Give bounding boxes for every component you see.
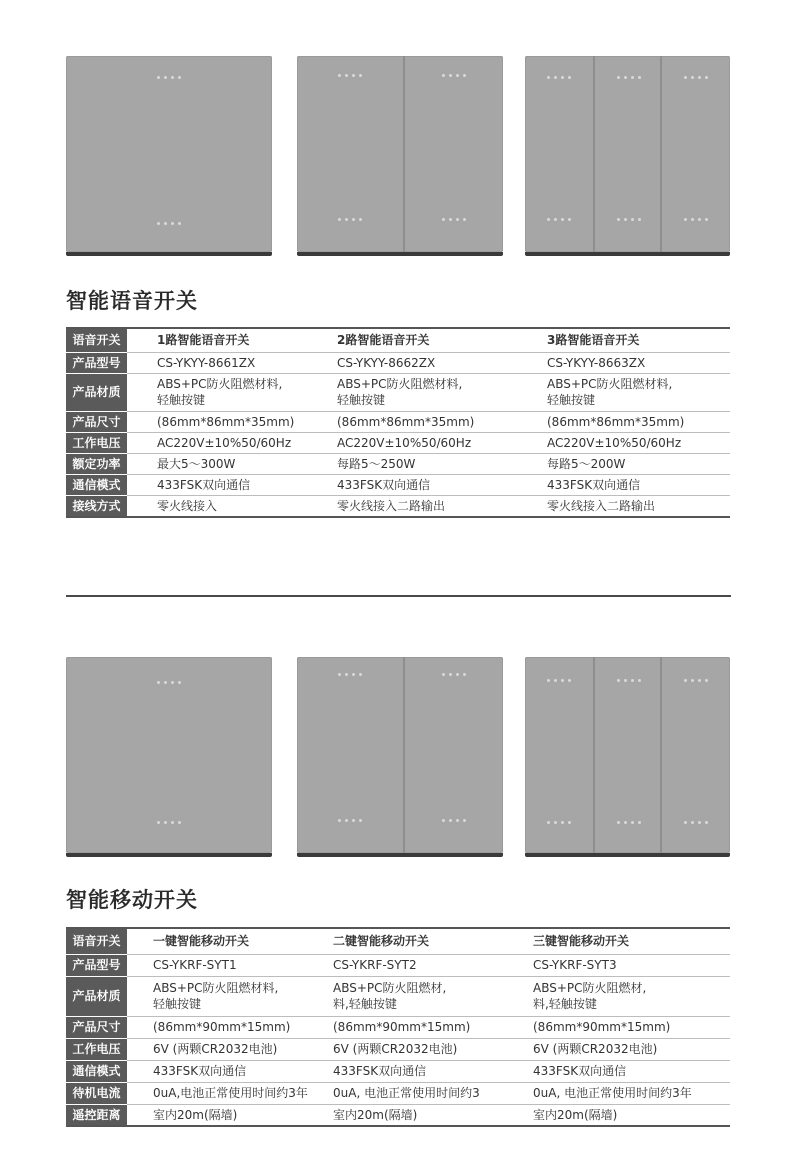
row-label: 产品型号	[66, 352, 127, 373]
cell: 室内20m(隔墙)	[533, 1104, 730, 1126]
cell: 6V (两颗CR2032电池)	[533, 1038, 730, 1060]
table-row	[66, 1104, 730, 1126]
table-row	[66, 411, 730, 432]
cell: (86mm*86mm*35mm)	[337, 411, 547, 432]
cell: AC220V±10%50/60Hz	[127, 432, 337, 453]
cell: 433FSK双向通信	[337, 474, 547, 495]
row-label: 产品型号	[66, 954, 127, 976]
cell: 零火线接入	[127, 495, 337, 517]
table-row	[66, 1082, 730, 1104]
mobile-switch-1-key-image	[66, 657, 272, 853]
cell: 0uA, 电池正常使用时间约3	[333, 1082, 533, 1104]
switch-2-gang-image	[297, 56, 503, 252]
mobile-switch-2-key-image	[297, 657, 503, 853]
table-row	[66, 373, 730, 411]
row-label: 工作电压	[66, 432, 127, 453]
table-row	[66, 954, 730, 976]
cell: (86mm*90mm*15mm)	[127, 1016, 333, 1038]
cell: (86mm*90mm*15mm)	[333, 1016, 533, 1038]
table-row	[66, 495, 730, 517]
cell: (86mm*86mm*35mm)	[127, 411, 337, 432]
cell: CS-YKRF-SYT1	[127, 954, 333, 976]
cell: 433FSK双向通信	[127, 474, 337, 495]
row-label: 语音开关	[66, 928, 127, 954]
switch-1-gang-image	[66, 56, 272, 252]
table-row	[66, 1038, 730, 1060]
cell: 室内20m(隔墙)	[127, 1104, 333, 1126]
cell: 零火线接入二路输出	[337, 495, 547, 517]
cell: AC220V±10%50/60Hz	[337, 432, 547, 453]
mobile-switch-3-key-image	[525, 657, 730, 853]
cell: 零火线接入二路输出	[547, 495, 730, 517]
cell: 0uA, 电池正常使用时间约3年	[533, 1082, 730, 1104]
table-row	[66, 474, 730, 495]
switch-3-gang-image	[525, 56, 730, 252]
table-row	[66, 1016, 730, 1038]
table-header-row	[66, 928, 730, 954]
cell: AC220V±10%50/60Hz	[547, 432, 730, 453]
table-row	[66, 976, 730, 1016]
cell: CS-YKYY-8662ZX	[337, 352, 547, 373]
row-label: 产品尺寸	[66, 1016, 127, 1038]
indicator-dots	[157, 222, 181, 225]
row-label: 通信模式	[66, 474, 127, 495]
table-row	[66, 352, 730, 373]
section-divider	[66, 595, 731, 597]
voice-switch-spec-table	[66, 327, 730, 518]
row-label: 通信模式	[66, 1060, 127, 1082]
table-header-row	[66, 328, 730, 352]
cell: 433FSK双向通信	[333, 1060, 533, 1082]
row-label: 待机电流	[66, 1082, 127, 1104]
cell: CS-YKRF-SYT2	[333, 954, 533, 976]
row-label: 接线方式	[66, 495, 127, 517]
cell: 室内20m(隔墙)	[333, 1104, 533, 1126]
cell: 433FSK双向通信	[127, 1060, 333, 1082]
cell: 每路5～250W	[337, 453, 547, 474]
row-label: 工作电压	[66, 1038, 127, 1060]
row-label: 语音开关	[66, 328, 127, 352]
table-row	[66, 453, 730, 474]
section-title-mobile: 智能移动开关	[66, 888, 198, 912]
cell: ABS+PC防火阻燃材料, 轻触按键	[337, 373, 547, 411]
section-title-voice: 智能语音开关	[66, 289, 198, 313]
table-row	[66, 432, 730, 453]
mobile-switch-spec-table	[66, 927, 730, 1127]
column-title: 一键智能移动开关	[127, 928, 333, 954]
column-title: 3路智能语音开关	[547, 328, 730, 352]
cell: 0uA,电池正常使用时间约3年	[127, 1082, 333, 1104]
cell: 6V (两颗CR2032电池)	[127, 1038, 333, 1060]
cell: CS-YKRF-SYT3	[533, 954, 730, 976]
cell: 每路5～200W	[547, 453, 730, 474]
row-label: 遥控距离	[66, 1104, 127, 1126]
cell: (86mm*86mm*35mm)	[547, 411, 730, 432]
cell: ABS+PC防火阻燃材料, 轻触按键	[547, 373, 730, 411]
cell: CS-YKYY-8661ZX	[127, 352, 337, 373]
cell: 433FSK双向通信	[547, 474, 730, 495]
row-label: 产品材质	[66, 373, 127, 411]
cell: (86mm*90mm*15mm)	[533, 1016, 730, 1038]
row-label: 额定功率	[66, 453, 127, 474]
cell: 最大5～300W	[127, 453, 337, 474]
cell: ABS+PC防火阻燃材, 料,轻触按键	[333, 976, 533, 1016]
indicator-dots	[157, 76, 181, 79]
cell: 6V (两颗CR2032电池)	[333, 1038, 533, 1060]
row-label: 产品尺寸	[66, 411, 127, 432]
column-title: 三键智能移动开关	[533, 928, 730, 954]
table-row	[66, 1060, 730, 1082]
row-label: 产品材质	[66, 976, 127, 1016]
column-title: 二键智能移动开关	[333, 928, 533, 954]
cell: CS-YKYY-8663ZX	[547, 352, 730, 373]
column-title: 2路智能语音开关	[337, 328, 547, 352]
cell: ABS+PC防火阻燃材, 料,轻触按键	[533, 976, 730, 1016]
cell: ABS+PC防火阻燃材料, 轻触按键	[127, 373, 337, 411]
cell: 433FSK双向通信	[533, 1060, 730, 1082]
cell: ABS+PC防火阻燃材料, 轻触按键	[127, 976, 333, 1016]
column-title: 1路智能语音开关	[127, 328, 337, 352]
